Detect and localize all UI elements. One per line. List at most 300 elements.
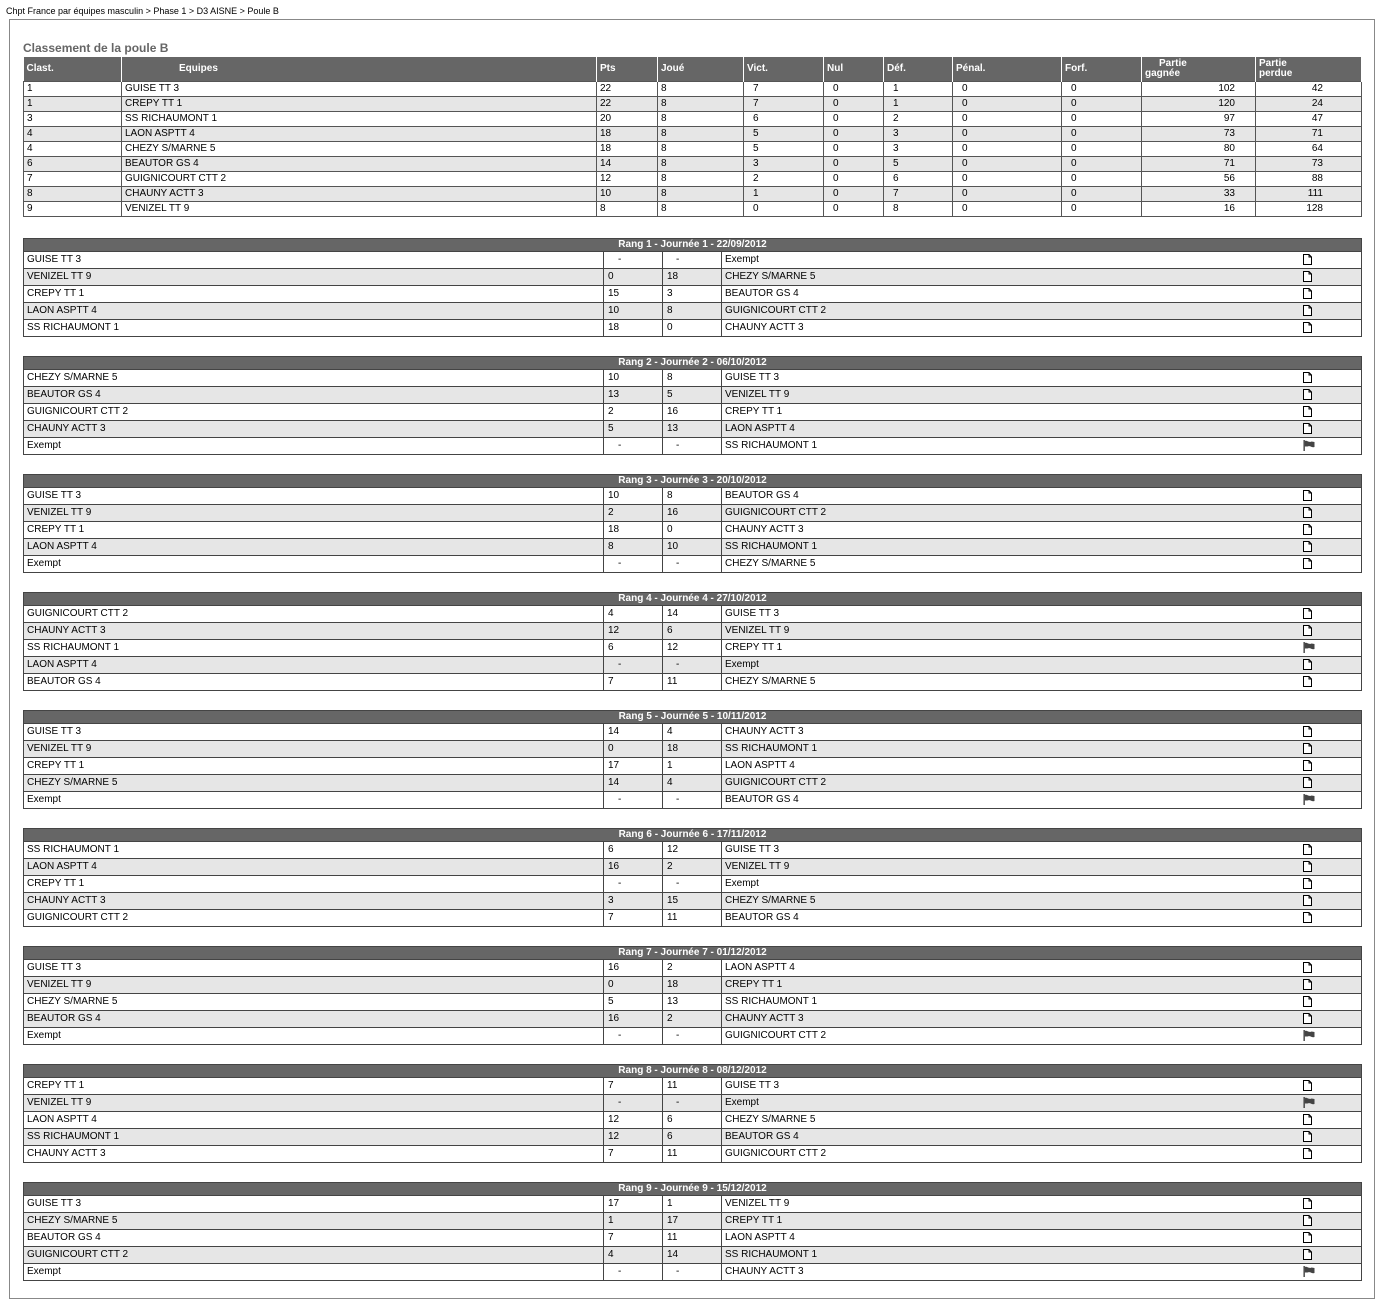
match-away-team[interactable]: VENIZEL TT 9: [722, 623, 1301, 640]
document-icon[interactable]: [1303, 625, 1312, 636]
match-details-cell[interactable]: [1301, 522, 1362, 539]
match-home-team[interactable]: Exempt: [24, 1028, 604, 1045]
match-row: [24, 724, 1362, 741]
match-away-team[interactable]: CREPY TT 1: [722, 640, 1301, 657]
match-away-team[interactable]: CHEZY S/MARNE 5: [722, 1112, 1301, 1129]
match-score-away: 12: [663, 842, 722, 859]
match-score-home: 7: [604, 1146, 663, 1163]
match-home-team[interactable]: SS RICHAUMONT 1: [24, 640, 604, 657]
match-row: [24, 1112, 1362, 1129]
ranking-cell-pg: 56: [1142, 172, 1256, 187]
match-away-team[interactable]: BEAUTOR GS 4: [722, 286, 1301, 303]
match-score-home: -: [604, 1028, 663, 1045]
match-details-cell[interactable]: [1301, 1146, 1362, 1163]
match-row: [24, 1213, 1362, 1230]
match-home-team[interactable]: Exempt: [24, 438, 604, 455]
match-away-team[interactable]: CREPY TT 1: [722, 977, 1301, 994]
match-score-home: -: [604, 657, 663, 674]
round-header-row: [24, 475, 1362, 488]
match-home-team[interactable]: CHEZY S/MARNE 5: [24, 994, 604, 1011]
match-away-team[interactable]: CREPY TT 1: [722, 1213, 1301, 1230]
ranking-cell-nul: 0: [824, 157, 884, 172]
match-score-away: 13: [663, 994, 722, 1011]
match-away-team[interactable]: SS RICHAUMONT 1: [722, 994, 1301, 1011]
round-title: Rang 3 - Journée 3 - 20/10/2012: [24, 475, 1362, 488]
match-details-cell[interactable]: [1301, 1112, 1362, 1129]
match-away-team[interactable]: CHEZY S/MARNE 5: [722, 556, 1301, 573]
ranking-cell-equipe[interactable]: CHEZY S/MARNE 5: [122, 142, 597, 157]
match-home-team[interactable]: GUISE TT 3: [24, 1196, 604, 1213]
round-table-9: [23, 1182, 1362, 1281]
ranking-row: [24, 157, 1362, 172]
match-away-team[interactable]: CHAUNY ACTT 3: [722, 522, 1301, 539]
match-away-team[interactable]: GUIGNICOURT CTT 2: [722, 1146, 1301, 1163]
match-away-team[interactable]: CHAUNY ACTT 3: [722, 1011, 1301, 1028]
match-home-team[interactable]: BEAUTOR GS 4: [24, 387, 604, 404]
ranking-row: [24, 127, 1362, 142]
ranking-cell-vict: 7: [744, 97, 824, 112]
ranking-cell-equipe[interactable]: VENIZEL TT 9: [122, 202, 597, 217]
match-away-team[interactable]: BEAUTOR GS 4: [722, 792, 1301, 809]
match-details-cell[interactable]: [1301, 505, 1362, 522]
document-icon[interactable]: [1303, 726, 1312, 737]
document-icon[interactable]: [1303, 541, 1312, 552]
match-details-cell[interactable]: [1301, 539, 1362, 556]
ranking-cell-pg: 33: [1142, 187, 1256, 202]
ranking-cell-joue: 8: [658, 187, 744, 202]
match-row: [24, 252, 1362, 269]
flag-icon[interactable]: [1303, 1266, 1315, 1277]
document-icon[interactable]: [1303, 1249, 1312, 1260]
ranking-cell-nul: 0: [824, 97, 884, 112]
match-details-cell[interactable]: [1301, 1078, 1362, 1095]
match-score-away: 18: [663, 977, 722, 994]
ranking-cell-equipe[interactable]: CHAUNY ACTT 3: [122, 187, 597, 202]
match-home-team[interactable]: CHAUNY ACTT 3: [24, 421, 604, 438]
match-away-team[interactable]: Exempt: [722, 1095, 1301, 1112]
document-icon[interactable]: [1303, 777, 1312, 788]
round-title: Rang 5 - Journée 5 - 10/11/2012: [24, 711, 1362, 724]
header-partie-gagnee-line1: Partie: [1159, 58, 1187, 69]
match-away-team[interactable]: SS RICHAUMONT 1: [722, 438, 1301, 455]
match-row: [24, 859, 1362, 876]
header-equipes[interactable]: Equipes: [122, 57, 597, 82]
match-score-home: 7: [604, 1078, 663, 1095]
match-details-cell[interactable]: [1301, 1230, 1362, 1247]
match-away-team[interactable]: CREPY TT 1: [722, 404, 1301, 421]
match-away-team[interactable]: CHAUNY ACTT 3: [722, 724, 1301, 741]
match-details-cell[interactable]: [1301, 876, 1362, 893]
document-icon[interactable]: [1303, 912, 1312, 923]
ranking-cell-equipe[interactable]: BEAUTOR GS 4: [122, 157, 597, 172]
document-icon[interactable]: [1303, 996, 1312, 1007]
match-score-home: -: [604, 792, 663, 809]
document-icon[interactable]: [1303, 861, 1312, 872]
document-icon[interactable]: [1303, 1114, 1312, 1125]
match-away-team[interactable]: SS RICHAUMONT 1: [722, 741, 1301, 758]
match-details-cell[interactable]: [1301, 623, 1362, 640]
match-details-cell[interactable]: [1301, 1196, 1362, 1213]
match-home-team[interactable]: LAON ASPTT 4: [24, 1112, 604, 1129]
document-icon[interactable]: [1303, 979, 1312, 990]
match-score-home: 12: [604, 1129, 663, 1146]
header-clast[interactable]: Clast.: [24, 57, 122, 82]
document-icon[interactable]: [1303, 322, 1312, 333]
match-home-team[interactable]: CHAUNY ACTT 3: [24, 1146, 604, 1163]
match-details-cell[interactable]: [1301, 1095, 1362, 1112]
match-row: [24, 674, 1362, 691]
document-icon[interactable]: [1303, 271, 1312, 282]
match-row: [24, 606, 1362, 623]
match-details-cell[interactable]: [1301, 724, 1362, 741]
ranking-cell-forf: 0: [1062, 202, 1142, 217]
match-details-cell[interactable]: [1301, 556, 1362, 573]
match-score-home: 7: [604, 910, 663, 927]
match-home-team[interactable]: VENIZEL TT 9: [24, 1095, 604, 1112]
match-home-team[interactable]: GUISE TT 3: [24, 960, 604, 977]
match-away-team[interactable]: GUISE TT 3: [722, 842, 1301, 859]
match-details-cell[interactable]: [1301, 657, 1362, 674]
header-forf[interactable]: Forf.: [1062, 57, 1142, 82]
match-details-cell[interactable]: [1301, 438, 1362, 455]
match-home-team[interactable]: GUIGNICOURT CTT 2: [24, 910, 604, 927]
match-home-team[interactable]: CREPY TT 1: [24, 286, 604, 303]
match-away-team[interactable]: CHAUNY ACTT 3: [722, 1264, 1301, 1281]
match-details-cell[interactable]: [1301, 977, 1362, 994]
match-home-team[interactable]: LAON ASPTT 4: [24, 539, 604, 556]
match-away-team[interactable]: BEAUTOR GS 4: [722, 488, 1301, 505]
match-away-team[interactable]: GUIGNICOURT CTT 2: [722, 505, 1301, 522]
ranking-cell-equipe[interactable]: GUIGNICOURT CTT 2: [122, 172, 597, 187]
match-details-cell[interactable]: [1301, 674, 1362, 691]
match-away-team[interactable]: GUIGNICOURT CTT 2: [722, 775, 1301, 792]
ranking-cell-penal: 0: [953, 97, 1062, 112]
round-header-row: [24, 239, 1362, 252]
match-row: [24, 1078, 1362, 1095]
match-away-team[interactable]: CHAUNY ACTT 3: [722, 320, 1301, 337]
ranking-cell-pts: 8: [597, 202, 658, 217]
match-score-home: 7: [604, 1230, 663, 1247]
match-details-cell[interactable]: [1301, 421, 1362, 438]
match-details-cell[interactable]: [1301, 994, 1362, 1011]
document-icon[interactable]: [1303, 962, 1312, 973]
match-details-cell[interactable]: [1301, 893, 1362, 910]
ranking-cell-pg: 16: [1142, 202, 1256, 217]
document-icon[interactable]: [1303, 1013, 1312, 1024]
match-home-team[interactable]: Exempt: [24, 1264, 604, 1281]
match-details-cell[interactable]: [1301, 269, 1362, 286]
match-score-away: 11: [663, 1230, 722, 1247]
match-score-away: -: [663, 1028, 722, 1045]
round-header-row: [24, 1183, 1362, 1196]
match-row: [24, 556, 1362, 573]
match-home-team[interactable]: VENIZEL TT 9: [24, 505, 604, 522]
match-away-team[interactable]: LAON ASPTT 4: [722, 1230, 1301, 1247]
match-home-team[interactable]: LAON ASPTT 4: [24, 859, 604, 876]
match-details-cell[interactable]: [1301, 286, 1362, 303]
match-score-home: 2: [604, 404, 663, 421]
breadcrumb[interactable]: Chpt France par équipes masculin > Phase 1 > D3 AISNE > Poule B: [6, 6, 279, 16]
match-score-home: 0: [604, 269, 663, 286]
match-details-cell[interactable]: [1301, 1011, 1362, 1028]
match-details-cell[interactable]: [1301, 387, 1362, 404]
match-details-cell[interactable]: [1301, 1247, 1362, 1264]
match-details-cell[interactable]: [1301, 1264, 1362, 1281]
document-icon[interactable]: [1303, 305, 1312, 316]
match-home-team[interactable]: CREPY TT 1: [24, 758, 604, 775]
match-home-team[interactable]: CREPY TT 1: [24, 876, 604, 893]
match-score-home: 16: [604, 960, 663, 977]
ranking-cell-joue: 8: [658, 142, 744, 157]
header-def[interactable]: Déf.: [884, 57, 953, 82]
match-details-cell[interactable]: [1301, 842, 1362, 859]
match-away-team[interactable]: LAON ASPTT 4: [722, 758, 1301, 775]
ranking-cell-equipe[interactable]: LAON ASPTT 4: [122, 127, 597, 142]
ranking-cell-nul: 0: [824, 187, 884, 202]
header-partie-gagnee[interactable]: [1142, 57, 1256, 82]
round-table-5: [23, 710, 1362, 809]
match-away-team[interactable]: BEAUTOR GS 4: [722, 1129, 1301, 1146]
document-icon[interactable]: [1303, 389, 1312, 400]
match-away-team[interactable]: LAON ASPTT 4: [722, 960, 1301, 977]
document-icon[interactable]: [1303, 760, 1312, 771]
document-icon[interactable]: [1303, 743, 1312, 754]
match-details-cell[interactable]: [1301, 741, 1362, 758]
match-home-team[interactable]: GUIGNICOURT CTT 2: [24, 606, 604, 623]
match-away-team[interactable]: SS RICHAUMONT 1: [722, 539, 1301, 556]
match-away-team[interactable]: LAON ASPTT 4: [722, 421, 1301, 438]
round-title: Rang 2 - Journée 2 - 06/10/2012: [24, 357, 1362, 370]
ranking-cell-pts: 14: [597, 157, 658, 172]
match-details-cell[interactable]: [1301, 775, 1362, 792]
match-score-away: 18: [663, 269, 722, 286]
ranking-cell-pg: 97: [1142, 112, 1256, 127]
ranking-row: [24, 202, 1362, 217]
match-row: [24, 505, 1362, 522]
document-icon[interactable]: [1303, 524, 1312, 535]
ranking-cell-clast: 7: [24, 172, 122, 187]
match-row: [24, 1230, 1362, 1247]
match-home-team[interactable]: CREPY TT 1: [24, 1078, 604, 1095]
flag-icon[interactable]: [1303, 794, 1315, 805]
match-away-team[interactable]: BEAUTOR GS 4: [722, 910, 1301, 927]
round-title: Rang 6 - Journée 6 - 17/11/2012: [24, 829, 1362, 842]
match-away-team[interactable]: VENIZEL TT 9: [722, 1196, 1301, 1213]
match-home-team[interactable]: Exempt: [24, 556, 604, 573]
ranking-cell-pts: 22: [597, 82, 658, 97]
document-icon[interactable]: [1303, 1080, 1312, 1091]
ranking-cell-def: 6: [884, 172, 953, 187]
match-score-home: 10: [604, 488, 663, 505]
ranking-cell-nul: 0: [824, 172, 884, 187]
match-row: [24, 320, 1362, 337]
match-row: [24, 1247, 1362, 1264]
match-home-team[interactable]: CREPY TT 1: [24, 522, 604, 539]
ranking-cell-equipe[interactable]: SS RICHAUMONT 1: [122, 112, 597, 127]
round-title: Rang 1 - Journée 1 - 22/09/2012: [24, 239, 1362, 252]
document-icon[interactable]: [1303, 1148, 1312, 1159]
match-score-away: 16: [663, 404, 722, 421]
header-vict[interactable]: Vict.: [744, 57, 824, 82]
match-details-cell[interactable]: [1301, 960, 1362, 977]
document-icon[interactable]: [1303, 423, 1312, 434]
ranking-cell-pg: 80: [1142, 142, 1256, 157]
match-home-team[interactable]: CHEZY S/MARNE 5: [24, 775, 604, 792]
ranking-row: [24, 187, 1362, 202]
match-home-team[interactable]: SS RICHAUMONT 1: [24, 1129, 604, 1146]
match-score-away: -: [663, 252, 722, 269]
match-home-team[interactable]: BEAUTOR GS 4: [24, 1011, 604, 1028]
document-icon[interactable]: [1303, 406, 1312, 417]
round-table-6: [23, 828, 1362, 927]
match-details-cell[interactable]: [1301, 1213, 1362, 1230]
match-score-home: 16: [604, 859, 663, 876]
ranking-cell-clast: 9: [24, 202, 122, 217]
match-away-team[interactable]: Exempt: [722, 876, 1301, 893]
match-home-team[interactable]: LAON ASPTT 4: [24, 303, 604, 320]
document-icon[interactable]: [1303, 1232, 1312, 1243]
match-details-cell[interactable]: [1301, 303, 1362, 320]
match-row: [24, 421, 1362, 438]
ranking-cell-pp: 42: [1256, 82, 1362, 97]
header-penal[interactable]: Pénal.: [953, 57, 1062, 82]
match-away-team[interactable]: GUIGNICOURT CTT 2: [722, 1028, 1301, 1045]
document-icon[interactable]: [1303, 844, 1312, 855]
ranking-cell-forf: 0: [1062, 157, 1142, 172]
round-title: Rang 4 - Journée 4 - 27/10/2012: [24, 593, 1362, 606]
match-score-home: -: [604, 252, 663, 269]
match-away-team[interactable]: GUISE TT 3: [722, 606, 1301, 623]
match-details-cell[interactable]: [1301, 758, 1362, 775]
match-row: [24, 893, 1362, 910]
match-details-cell[interactable]: [1301, 320, 1362, 337]
match-score-away: 6: [663, 1112, 722, 1129]
ranking-cell-nul: 0: [824, 82, 884, 97]
document-icon[interactable]: [1303, 676, 1312, 687]
match-home-team[interactable]: Exempt: [24, 792, 604, 809]
document-icon[interactable]: [1303, 608, 1312, 619]
document-icon[interactable]: [1303, 895, 1312, 906]
match-away-team[interactable]: CHEZY S/MARNE 5: [722, 893, 1301, 910]
match-away-team[interactable]: CHEZY S/MARNE 5: [722, 269, 1301, 286]
match-away-team[interactable]: GUIGNICOURT CTT 2: [722, 303, 1301, 320]
document-icon[interactable]: [1303, 288, 1312, 299]
document-icon[interactable]: [1303, 1131, 1312, 1142]
section-title: Classement de la poule B: [23, 41, 169, 55]
match-away-team[interactable]: GUISE TT 3: [722, 370, 1301, 387]
match-home-team[interactable]: GUISE TT 3: [24, 724, 604, 741]
document-icon[interactable]: [1303, 659, 1312, 670]
match-details-cell[interactable]: [1301, 252, 1362, 269]
match-home-team[interactable]: GUIGNICOURT CTT 2: [24, 1247, 604, 1264]
match-home-team[interactable]: LAON ASPTT 4: [24, 657, 604, 674]
flag-icon[interactable]: [1303, 440, 1315, 451]
match-away-team[interactable]: VENIZEL TT 9: [722, 387, 1301, 404]
ranking-cell-forf: 0: [1062, 142, 1142, 157]
ranking-cell-def: 5: [884, 157, 953, 172]
match-away-team[interactable]: Exempt: [722, 252, 1301, 269]
match-score-away: 8: [663, 370, 722, 387]
match-row: [24, 269, 1362, 286]
match-score-away: 0: [663, 320, 722, 337]
match-home-team[interactable]: CHEZY S/MARNE 5: [24, 1213, 604, 1230]
document-icon[interactable]: [1303, 372, 1312, 383]
match-details-cell[interactable]: [1301, 640, 1362, 657]
match-home-team[interactable]: BEAUTOR GS 4: [24, 1230, 604, 1247]
match-score-away: 8: [663, 488, 722, 505]
match-score-home: 0: [604, 977, 663, 994]
header-nul[interactable]: Nul: [824, 57, 884, 82]
match-details-cell[interactable]: [1301, 910, 1362, 927]
document-icon[interactable]: [1303, 490, 1312, 501]
match-home-team[interactable]: GUIGNICOURT CTT 2: [24, 404, 604, 421]
header-partie-perdue[interactable]: [1256, 57, 1362, 82]
match-score-home: 4: [604, 1247, 663, 1264]
match-details-cell[interactable]: [1301, 859, 1362, 876]
match-details-cell[interactable]: [1301, 1028, 1362, 1045]
match-home-team[interactable]: VENIZEL TT 9: [24, 741, 604, 758]
flag-icon[interactable]: [1303, 1030, 1315, 1041]
ranking-cell-pp: 47: [1256, 112, 1362, 127]
ranking-cell-equipe[interactable]: CREPY TT 1: [122, 97, 597, 112]
match-score-home: -: [604, 1095, 663, 1112]
match-score-away: -: [663, 1095, 722, 1112]
match-details-cell[interactable]: [1301, 404, 1362, 421]
match-home-team[interactable]: SS RICHAUMONT 1: [24, 842, 604, 859]
match-details-cell[interactable]: [1301, 792, 1362, 809]
ranking-header-row: [24, 57, 1362, 82]
match-home-team[interactable]: GUISE TT 3: [24, 252, 604, 269]
flag-icon[interactable]: [1303, 642, 1315, 653]
match-details-cell[interactable]: [1301, 488, 1362, 505]
match-away-team[interactable]: Exempt: [722, 657, 1301, 674]
match-home-team[interactable]: SS RICHAUMONT 1: [24, 320, 604, 337]
document-icon[interactable]: [1303, 254, 1312, 265]
match-row: [24, 657, 1362, 674]
document-icon[interactable]: [1303, 1198, 1312, 1209]
round-table-1: [23, 238, 1362, 337]
match-home-team[interactable]: VENIZEL TT 9: [24, 269, 604, 286]
document-icon[interactable]: [1303, 507, 1312, 518]
match-score-away: -: [663, 1264, 722, 1281]
match-details-cell[interactable]: [1301, 370, 1362, 387]
document-icon[interactable]: [1303, 558, 1312, 569]
match-away-team[interactable]: GUISE TT 3: [722, 1078, 1301, 1095]
flag-icon[interactable]: [1303, 1097, 1315, 1108]
header-pts[interactable]: Pts: [597, 57, 658, 82]
match-away-team[interactable]: CHEZY S/MARNE 5: [722, 674, 1301, 691]
match-away-team[interactable]: SS RICHAUMONT 1: [722, 1247, 1301, 1264]
match-score-home: 10: [604, 303, 663, 320]
match-details-cell[interactable]: [1301, 606, 1362, 623]
match-home-team[interactable]: CHAUNY ACTT 3: [24, 623, 604, 640]
match-home-team[interactable]: CHAUNY ACTT 3: [24, 893, 604, 910]
match-home-team[interactable]: VENIZEL TT 9: [24, 977, 604, 994]
match-row: [24, 758, 1362, 775]
ranking-cell-equipe[interactable]: GUISE TT 3: [122, 82, 597, 97]
ranking-cell-vict: 5: [744, 127, 824, 142]
document-icon[interactable]: [1303, 1215, 1312, 1226]
match-away-team[interactable]: VENIZEL TT 9: [722, 859, 1301, 876]
match-home-team[interactable]: CHEZY S/MARNE 5: [24, 370, 604, 387]
match-score-away: 12: [663, 640, 722, 657]
match-details-cell[interactable]: [1301, 1129, 1362, 1146]
match-home-team[interactable]: BEAUTOR GS 4: [24, 674, 604, 691]
match-home-team[interactable]: GUISE TT 3: [24, 488, 604, 505]
document-icon[interactable]: [1303, 878, 1312, 889]
header-joue[interactable]: Joué: [658, 57, 744, 82]
round-table-7: [23, 946, 1362, 1045]
